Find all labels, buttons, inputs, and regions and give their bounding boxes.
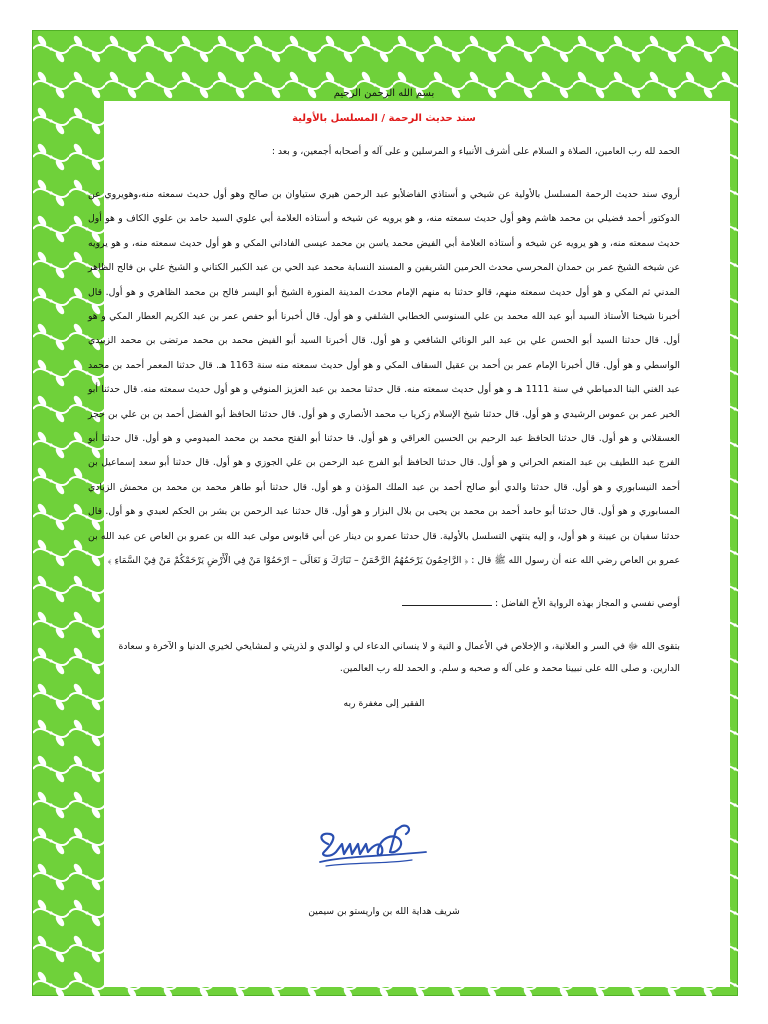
basmala: بسم الله الرحمن الرحيم	[333, 88, 435, 99]
certificate-document	[88, 88, 680, 709]
signer-name: شريف هداية الله بن واريستو بن سيمين	[308, 906, 460, 917]
recommendation-line	[88, 594, 680, 614]
name-blank-line	[402, 596, 492, 606]
recommendation-text: أوصي نفسي و المجاز بهذه الرواية الأخ الفاضل :	[494, 597, 680, 609]
narration-chain: أروي سند حديث الرحمة المسلسل بالأولية عن شيخي و أستاذي الفاضلأبو عبد الرحمن هيري ستياوان بن صالح وهو أول حديث سمعته منه،وهويروي عن الدوكتور أحمد فضيلي بن محمد هاشم وهو أول حديث سمعته منه، و هو يرويه عن شيخه و أستاذه العلامة أبي علوي السيد حامد بن علوي الكاف و هو أول حديث سمعته منه، و هو يرويه عن شيخه و أستاذه العلامة أبي الفيض محمد ياسن بن محمد عيسى الفاداني المكي و هو أول حديث سمعته منه، و هو يرويه عن شيخه الشيخ عمر بن حمدان المحرسي محدث الحرمين الشريفين و المسند النسابة محمد عبد الحي بن عبد الكبير الكتاني و الشيخ علي بن فالح الظاهر المدني ثم المكي و هو أول حديث سمعته منهم، قالو حدثنا به منهم الإمام محدث المدينة المنورة الشيخ أبو اليسر فالح بن محمد الظاهري و هو أول. قال أخبرنا شيخنا الأستاذ السيد أبو عبد الله محمد بن علي السنوسي الخطابي الشلفي و هو أول. قال أخبرنا أبو حفص عمر بن عبد الكريم العطار المكي و هو أول. قال حدثنا السيد أبو الحسن علي بن عبد البر الونائي الشافعي و هو أول. قال أخبرنا السيد أبو الفيض محمد بن محمد مرتضى بن محمد الزبيدي الواسطي و هو أول. قال أخبرنا الإمام عمر بن أحمد بن عقيل السقاف المكي و هو أول حديث سمعته منه سنة 1163 هـ. قال حدثنا المعمر أحمد بن محمد عبد الغني البنا الدمياطي في سنة 1111 هـ و هو أول حديث سمعته منه. قال حدثنا محمد بن عبد العزيز المنوفي و هو أول حديث سمعته منه. قال حدثنا أبو الخير عمر بن عموس الرشيدي و هو أول. قال حدثنا شيخ الإسلام زكريا ب محمد الأنصاري و هو أول. قال حدثنا الحافظ أبو الفضل أحمد بن بن علي بن حجر العسقلاني و هو أول. قال حدثنا الحافظ عبد الرحيم بن الحسين العراقي و هو أول. قا حدثنا أبو الفتح محمد بن محمد الميدومي و هو أول. قال حدثنا أبو الفرج عبد اللطيف بن عبد المنعم الحراني و هو أول. قال حدثنا الحافظ أبو الفرج عبد الرحمن بن علي الجوزي و هو أول. قال حدثنا أبو سعد إسماعيل بن أحمد النيسابوري و هو أول. قال حدثنا والدي أبو صالح أحمد بن عبد الملك المؤذن و هو أول. قال حدثنا أبو طاهر محمد بن محمد بن محمش الزيادي المسابوري و هو أول. قال حدثنا أبو حامد أحمد بن محمد بن يحيى بن بلال البزار و هو أول. قال حدثنا عبد الرحمن بن بشر بن الحكم لعبدي و هو أول. قال حدثنا سفيان بن عيينة و هو أول، و إليه ينتهي التسلسل بالأولية. قال حدثنا عمرو بن دينار عن أبي قابوس مولى عبد الله بن عمرو بن العاص عن عبد الله بن عمرو بن العاص رضي الله عنه أن رسول الله ﷺ قال : ﴿ الرَّاحِمُونَ يَرْحَمُهُمُ الرَّحْمَنُ – تَبَارَكَ وَ تَعَالَى – ارْحَمُوْا مَنْ فِي الْأَرْضِ يَرْحَمْكُمْ مَنْ فِيْ السَّمَاءِ ﴾	[88, 189, 680, 567]
handwritten-signature	[316, 822, 432, 876]
signoff: الفقير إلى مغفرة ربه	[343, 697, 425, 709]
document-title: سند حديث الرحمة / المسلسل بالأولية	[292, 113, 476, 124]
advice-paragraph: بتقوى الله ﷻ في السر و العلانية، و الإخلاص في الأعمال و النية و لا ينساني الدعاء لي و لوالدي و لذريتي و لمشايخي لخيري الدنيا و الآخرة و سعادة الدارين. و صلى الله على نبيينا محمد و على آله و صحبه و سلم. و الحمد لله رب العالمين.	[118, 640, 680, 674]
opening-praise: الحمد لله رب العامين، الصلاة و السلام على أشرف الأنبياء و المرسلين و على آله و أصحابه أجمعين، و بعد :	[271, 146, 680, 157]
